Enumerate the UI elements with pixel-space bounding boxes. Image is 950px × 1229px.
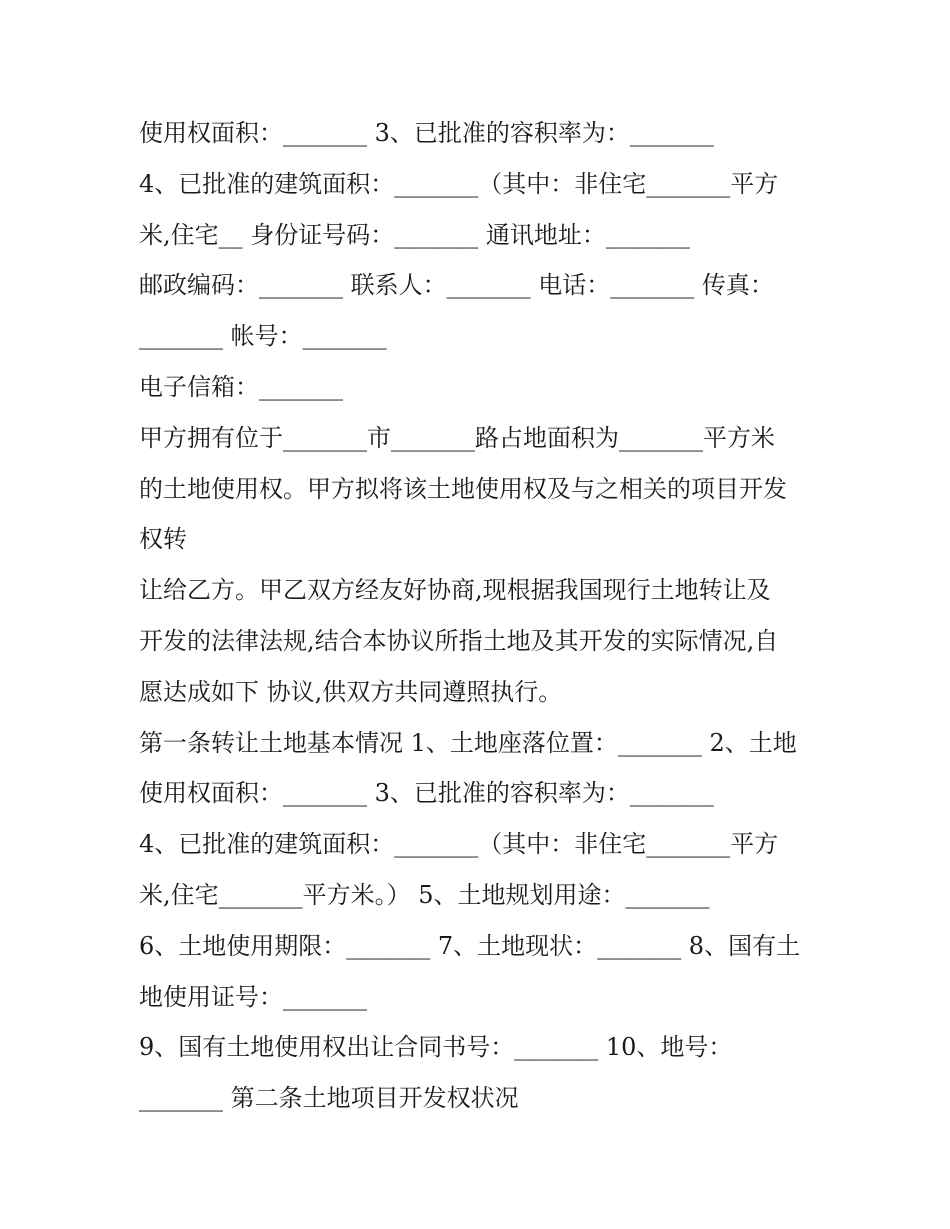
text-line: 愿达成如下 协议,供双方共同遵照执行。 bbox=[139, 677, 563, 706]
text-line: 9、国有土地使用权出让合同书号：_______ 10、地号： bbox=[139, 1033, 733, 1062]
text-line: 4、已批准的建筑面积：_______（其中：非住宅_______平方 bbox=[139, 830, 779, 859]
text-line: 米,住宅_______平方米。） 5、土地规划用途：_______ bbox=[139, 880, 710, 909]
text-line: 甲方拥有位于_______市_______路占地面积为_______平方米 bbox=[139, 423, 775, 452]
text-line: 地使用证号：_______ bbox=[139, 982, 367, 1011]
text-line: 使用权面积：_______ 3、已批准的容积率为：_______ bbox=[139, 119, 714, 147]
text-line: 让给乙方。甲乙双方经友好协商,现根据我国现行土地转让及 bbox=[139, 576, 771, 605]
text-line: 邮政编码：_______ 联系人：_______ 电话：_______ 传真： bbox=[139, 271, 774, 300]
text-line: 第一条转让土地基本情况 1、土地座落位置：_______ 2、土地 bbox=[139, 728, 797, 757]
text-line: _______ 帐号：_______ bbox=[139, 322, 387, 351]
text-line: 开发的法律法规,结合本协议所指土地及其开发的实际情况,自 bbox=[139, 626, 779, 655]
text-line: 使用权面积：_______ 3、已批准的容积率为：_______ bbox=[139, 779, 714, 808]
text-line: 的土地使用权。甲方拟将该土地使用权及与之相关的项目开发 bbox=[139, 474, 787, 503]
text-line: _______ 第二条土地项目开发权状况 bbox=[139, 1084, 519, 1113]
text-line: 电子信箱：_______ bbox=[139, 372, 343, 401]
text-line: 4、已批准的建筑面积：_______（其中：非住宅_______平方 bbox=[139, 169, 779, 198]
document-body bbox=[139, 108, 819, 1124]
text-line: 米,住宅__ 身份证号码：_______ 通讯地址：_______ bbox=[139, 220, 690, 249]
text-line: 权转 bbox=[139, 525, 187, 554]
text-line: 6、土地使用期限：_______ 7、土地现状：_______ 8、国有土 bbox=[139, 931, 801, 960]
